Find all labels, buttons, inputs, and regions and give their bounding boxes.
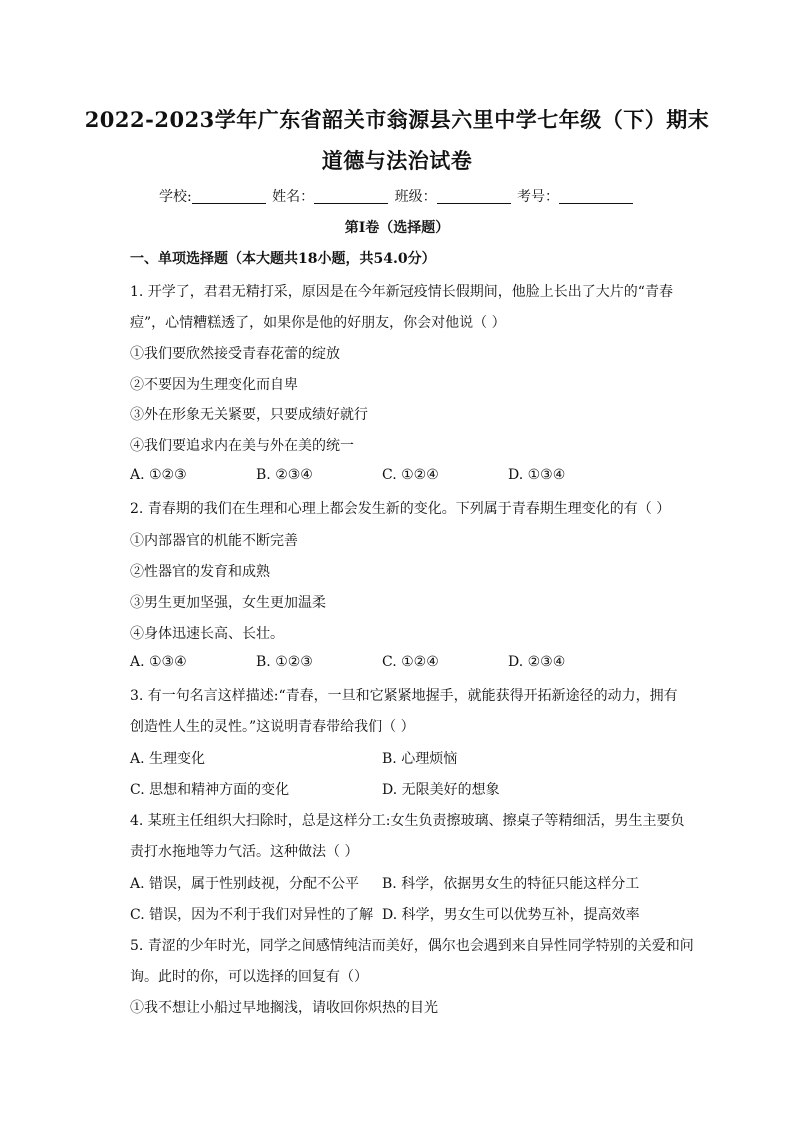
school-label: 学校: [158,189,192,205]
question-2-stem: 2. 青春期的我们在生理和心理上都会发生新的变化。下列属于青春期生理变化的有（ ） [130,501,671,517]
question-4-stem-line1: 4. 某班主任组织大扫除时，总是这样分工:女生负责擦玻璃、擦桌子等精细活，男生主要负 [130,813,685,829]
question-4-option-a: A. 错误，属于性别歧视，分配不公平 [130,876,360,892]
question-2-option-d: D. ②③④ [508,654,566,670]
exam-no-label: 考号： [517,189,560,205]
question-4-option-b: B. 科学，依据男女生的特征只能这样分工 [382,876,640,892]
question-3-option-c: C. 思想和精神方面的变化 [130,782,290,798]
question-4-option-d: D. 科学，男女生可以优势互补，提高效率 [382,907,640,923]
question-1-item-2: ②不要因为生理变化而自卑 [130,377,298,393]
question-3-option-d: D. 无限美好的想象 [382,782,500,798]
question-2-item-3: ③男生更加坚强，女生更加温柔 [130,595,326,611]
question-1-stem-line2: 痘”，心情糟糕透了，如果你是他的好朋友，你会对他说（ ） [130,315,506,331]
question-3-option-a: A. 生理变化 [130,751,206,767]
question-1-option-c: C. ①②④ [382,467,439,483]
question-5-stem-line2: 询。此时的你，可以选择的回复有（） [130,969,368,985]
question-2-item-1: ①内部器官的机能不断完善 [130,533,298,549]
exam-title-line2: 道德与法治试卷 [321,148,473,173]
question-1-item-4: ④我们要追求内在美与外在美的统一 [130,438,354,454]
question-2-option-c: C. ①②④ [382,654,439,670]
question-5-stem-line1: 5. 青涩的少年时光，同学之间感情纯洁而美好，偶尔也会遇到来自异性同学特别的关爱和问 [130,938,694,954]
question-1-option-d: D. ①③④ [508,467,566,483]
question-4-option-c: C. 错误，因为不利于我们对异性的了解 [130,907,374,923]
question-1-stem-line1: 1. 开学了，君君无精打采，原因是在今年新冠疫情长假期间，他脸上长出了大片的“青春 [130,284,673,300]
name-blank[interactable] [314,189,388,204]
question-1-item-1: ①我们要欣然接受青春花蕾的绽放 [130,346,340,362]
question-1-option-a: A. ①②③ [130,467,187,483]
question-2-option-b: B. ①②③ [256,654,313,670]
question-4-stem-line2: 责打水拖地等力气活。这种做法（ ） [130,844,359,860]
part-title: 第I卷（选择题） [344,220,450,236]
question-2-item-4: ④身体迅速长高、长壮。 [130,626,284,642]
class-label: 班级： [394,189,437,205]
question-3-stem-line1: 3. 有一句名言这样描述:“青春，一旦和它紧紧地握手，就能获得开拓新途径的动力，拥有 [130,688,678,704]
question-1-item-3: ③外在形象无关紧要，只要成绩好就行 [130,407,368,423]
school-blank[interactable] [192,189,266,204]
question-3-option-b: B. 心理烦恼 [382,751,458,767]
question-2-item-2: ②性器官的发育和成熟 [130,564,270,580]
question-2-option-a: A. ①③④ [130,654,187,670]
question-5-item-1: ①我不想让小船过早地搁浅，请收回你炽热的目光 [130,1000,438,1016]
question-3-stem-line2: 创造性人生的灵性。”这说明青春带给我们（ ） [130,719,415,735]
student-info-row [0,186,794,206]
section-title: 一、单项选择题（本大题共18小题，共54.0分） [130,251,436,267]
exam-title-line1: 2022-2023学年广东省韶关市翁源县六里中学七年级（下）期末 [84,107,710,132]
exam-no-blank[interactable] [559,189,633,204]
class-blank[interactable] [437,189,511,204]
question-1-option-b: B. ②③④ [256,467,313,483]
name-label: 姓名： [272,189,315,205]
